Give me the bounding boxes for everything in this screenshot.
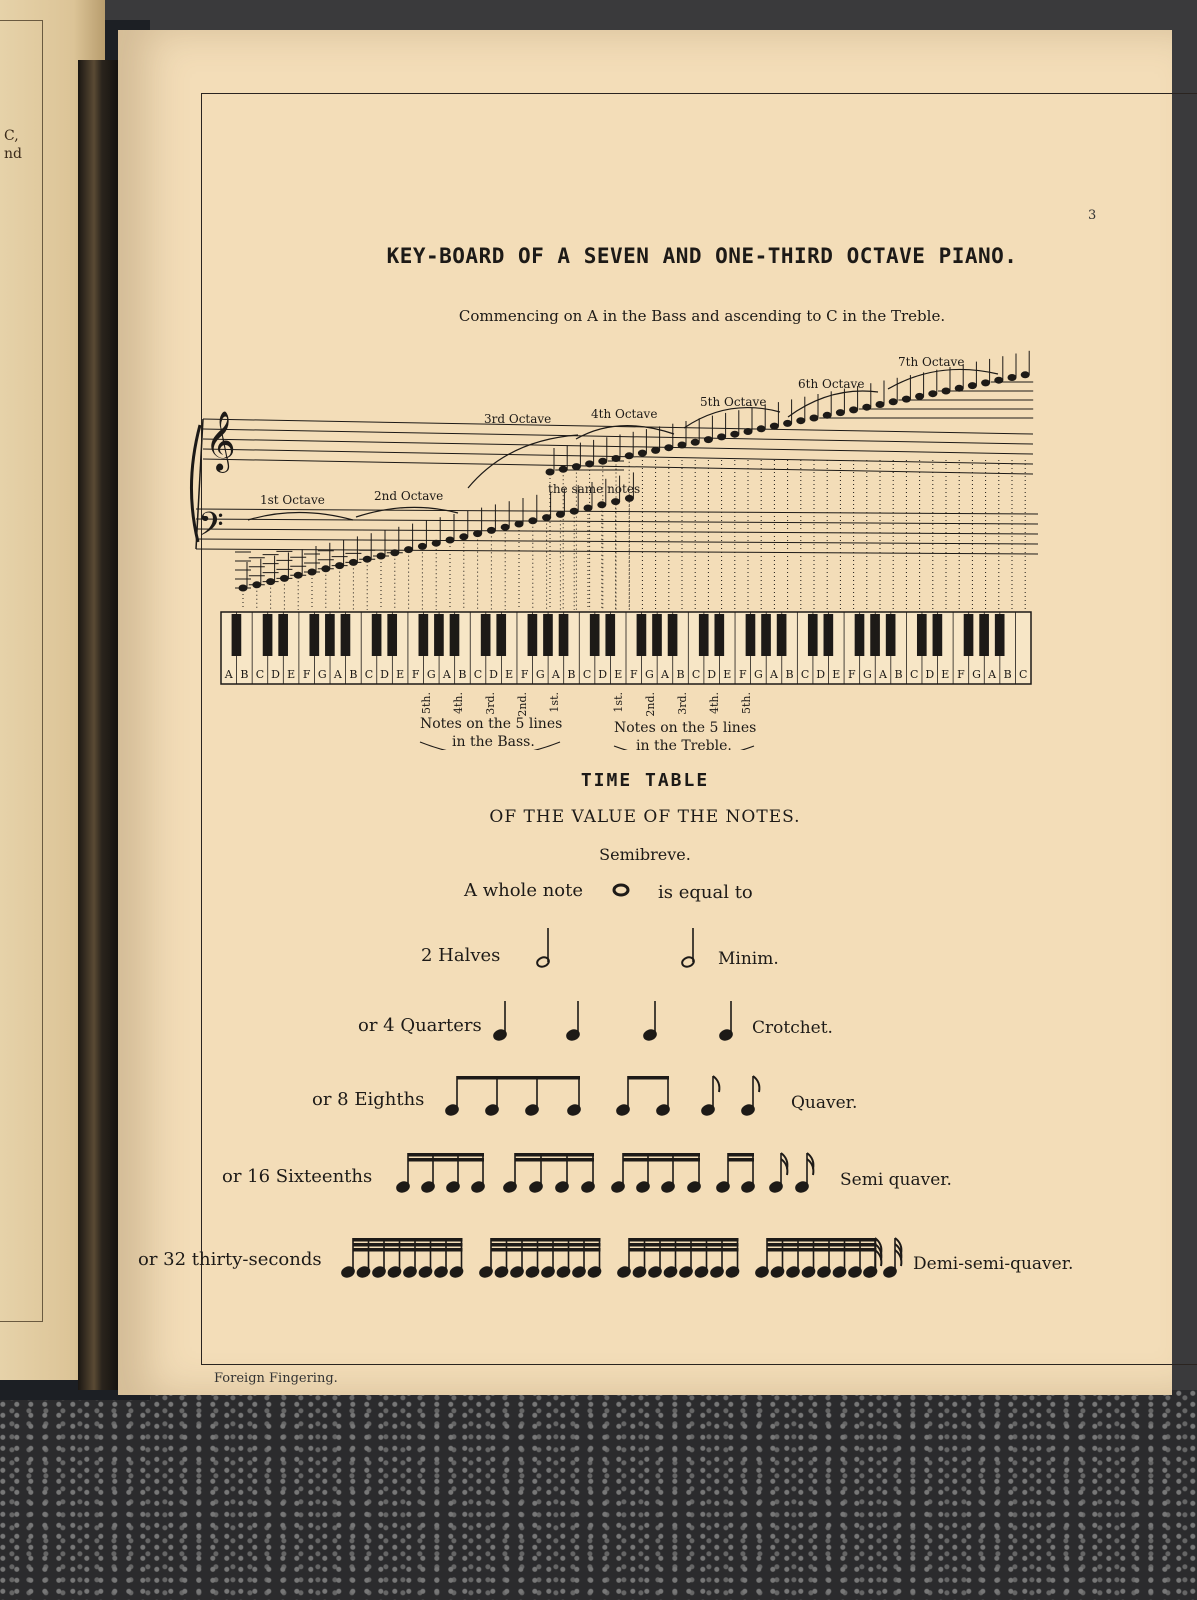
line-ordinal: 3rd. xyxy=(676,692,689,715)
sixteenth-beam xyxy=(728,1158,754,1162)
line-ordinal: 5th. xyxy=(420,692,433,714)
sixteenth-beam xyxy=(515,1153,594,1157)
crotchet-name: Crotchet. xyxy=(752,1018,833,1038)
octave-label: 6th Octave xyxy=(798,377,865,391)
left-page-fragment: C, xyxy=(4,128,19,144)
eighths-label: or 8 Eighths xyxy=(312,1089,425,1110)
key-letter: B xyxy=(894,668,903,681)
thirty-second-beam xyxy=(629,1243,739,1247)
footer-note: Foreign Fingering. xyxy=(214,1371,338,1386)
book-spine xyxy=(78,60,118,1390)
key-letter: A xyxy=(988,668,997,681)
key-letter: A xyxy=(333,668,342,681)
key-letter: F xyxy=(739,668,747,681)
whole-note-right: is equal to xyxy=(658,882,753,903)
quaver-name: Quaver. xyxy=(791,1093,858,1113)
key-letter: B xyxy=(676,668,685,681)
semi-quaver-name: Semi quaver. xyxy=(840,1170,952,1190)
key-letter: E xyxy=(614,668,623,681)
line-ordinal: 2nd. xyxy=(644,692,657,717)
key-letter: E xyxy=(287,668,296,681)
key-letter: A xyxy=(879,668,887,681)
octave-label: 7th Octave xyxy=(898,355,965,369)
sixteenth-beam xyxy=(728,1153,754,1157)
line-ordinal: 5th. xyxy=(740,692,753,714)
key-letter: F xyxy=(629,668,638,681)
thirty-second-beam xyxy=(353,1243,463,1247)
octave-label: 5th Octave xyxy=(700,395,767,409)
treble-caption-line2: in the Treble. xyxy=(636,738,732,750)
key-letter: C xyxy=(800,668,810,681)
sixteenth-beam xyxy=(623,1158,700,1162)
thirty-seconds-label: or 32 thirty-seconds xyxy=(138,1249,322,1270)
line-ordinal: 3rd. xyxy=(484,692,497,715)
key-letter: A xyxy=(770,668,778,681)
key-letter: B xyxy=(785,668,794,681)
key-letter: B xyxy=(349,668,358,681)
bass-caption-line2: in the Bass. xyxy=(452,734,535,750)
key-letter: G xyxy=(754,668,763,681)
key-letter: G xyxy=(535,668,545,681)
whole-note-icon xyxy=(614,885,628,895)
demi-semi-quaver-name: Demi-semi-quaver. xyxy=(913,1254,1074,1274)
sixteenth-beam xyxy=(623,1153,700,1157)
sixteenth-beam xyxy=(408,1153,484,1157)
thirty-second-beam xyxy=(353,1248,463,1252)
key-letter: D xyxy=(598,668,608,681)
key-letter: D xyxy=(380,668,389,681)
halves-label: 2 Halves xyxy=(421,945,501,966)
key-letter: G xyxy=(972,668,981,681)
key-letter: D xyxy=(271,668,280,681)
sixteenth-beam xyxy=(408,1158,484,1162)
music-page xyxy=(118,30,1172,1395)
left-page-border xyxy=(0,20,43,1322)
eighth-beam xyxy=(457,1076,580,1080)
note-flag xyxy=(753,1076,759,1092)
key-letter: D xyxy=(816,668,826,681)
page-title: KEY-BOARD OF A SEVEN AND ONE-THIRD OCTAVE PIANO. xyxy=(386,244,1018,268)
same-notes-label: the same notes xyxy=(548,482,641,496)
octave-label: 1st Octave xyxy=(260,493,325,507)
thirty-second-beam xyxy=(767,1243,877,1247)
key-letter: A xyxy=(224,668,233,681)
key-letter: G xyxy=(863,668,872,681)
key-letter: A xyxy=(551,668,560,681)
key-letter: F xyxy=(411,668,420,681)
key-letter: C xyxy=(582,668,592,681)
whole-note-left: A whole note xyxy=(464,880,584,901)
octave-label: 4th Octave xyxy=(591,407,658,421)
key-letter: B xyxy=(240,668,249,681)
key-letter: C xyxy=(909,668,919,681)
key-letter: E xyxy=(941,668,950,681)
key-letter: F xyxy=(848,668,856,681)
note-value-glyphs xyxy=(341,885,902,1278)
key-letter: D xyxy=(489,668,499,681)
left-page-fragment: nd xyxy=(4,146,22,162)
thirty-second-beam xyxy=(491,1248,601,1252)
time-table-title: TIME TABLE xyxy=(580,770,710,791)
key-letter: B xyxy=(567,668,576,681)
semibreve-label: Semibreve. xyxy=(599,845,691,864)
thirty-second-beam xyxy=(767,1248,877,1252)
key-letter: C xyxy=(1019,668,1028,681)
line-ordinal: 4th. xyxy=(452,692,465,714)
key-letter: A xyxy=(660,668,669,681)
time-table-subtitle: OF THE VALUE OF THE NOTES. xyxy=(489,807,801,827)
key-letter: E xyxy=(505,668,514,681)
page-number: 3 xyxy=(1088,208,1097,223)
key-letter: D xyxy=(707,668,717,681)
key-letter: E xyxy=(723,668,732,681)
sixteenth-beam xyxy=(515,1158,594,1162)
minim-name: Minim. xyxy=(718,949,779,969)
note-value-table xyxy=(118,30,1172,1350)
octave-label: 3rd Octave xyxy=(484,412,552,426)
quarters-label: or 4 Quarters xyxy=(358,1015,482,1036)
treble-clef-icon: 𝄞 xyxy=(205,411,236,471)
key-letter: F xyxy=(520,668,529,681)
note-flag xyxy=(713,1076,719,1092)
key-letter: C xyxy=(473,668,483,681)
key-letter: F xyxy=(957,668,965,681)
key-letter: B xyxy=(458,668,467,681)
key-letter: C xyxy=(691,668,701,681)
line-ordinal: 1st. xyxy=(612,692,625,713)
line-ordinal: 4th. xyxy=(708,692,721,714)
thirty-second-beam xyxy=(353,1238,463,1242)
thirty-second-beam xyxy=(491,1243,601,1247)
key-letter: D xyxy=(925,668,935,681)
key-letter: C xyxy=(364,668,374,681)
table-surface xyxy=(0,1390,1197,1600)
bass-clef-icon: 𝄢 xyxy=(198,506,224,552)
key-letter: C xyxy=(255,668,265,681)
line-ordinal: 2nd. xyxy=(516,692,529,717)
key-letter: G xyxy=(644,668,654,681)
key-letter: G xyxy=(426,668,436,681)
key-letter: E xyxy=(832,668,841,681)
key-letter: B xyxy=(1003,668,1012,681)
page-subtitle: Commencing on A in the Bass and ascending to C in the Treble. xyxy=(458,307,946,325)
sixteenths-label: or 16 Sixteenths xyxy=(222,1166,373,1187)
eighth-beam xyxy=(628,1076,669,1080)
key-letter: F xyxy=(302,668,311,681)
thirty-second-beam xyxy=(491,1238,601,1242)
thirty-second-beam xyxy=(629,1238,739,1242)
line-ordinal: 1st. xyxy=(548,692,561,713)
key-letter: A xyxy=(442,668,451,681)
treble-caption-line1: Notes on the 5 lines xyxy=(614,720,757,736)
thirty-second-beam xyxy=(629,1248,739,1252)
bass-caption-line1: Notes on the 5 lines xyxy=(420,716,563,732)
key-letter: G xyxy=(317,668,327,681)
thirty-second-beam xyxy=(767,1238,877,1242)
octave-label: 2nd Octave xyxy=(374,489,444,503)
key-letter: E xyxy=(396,668,405,681)
